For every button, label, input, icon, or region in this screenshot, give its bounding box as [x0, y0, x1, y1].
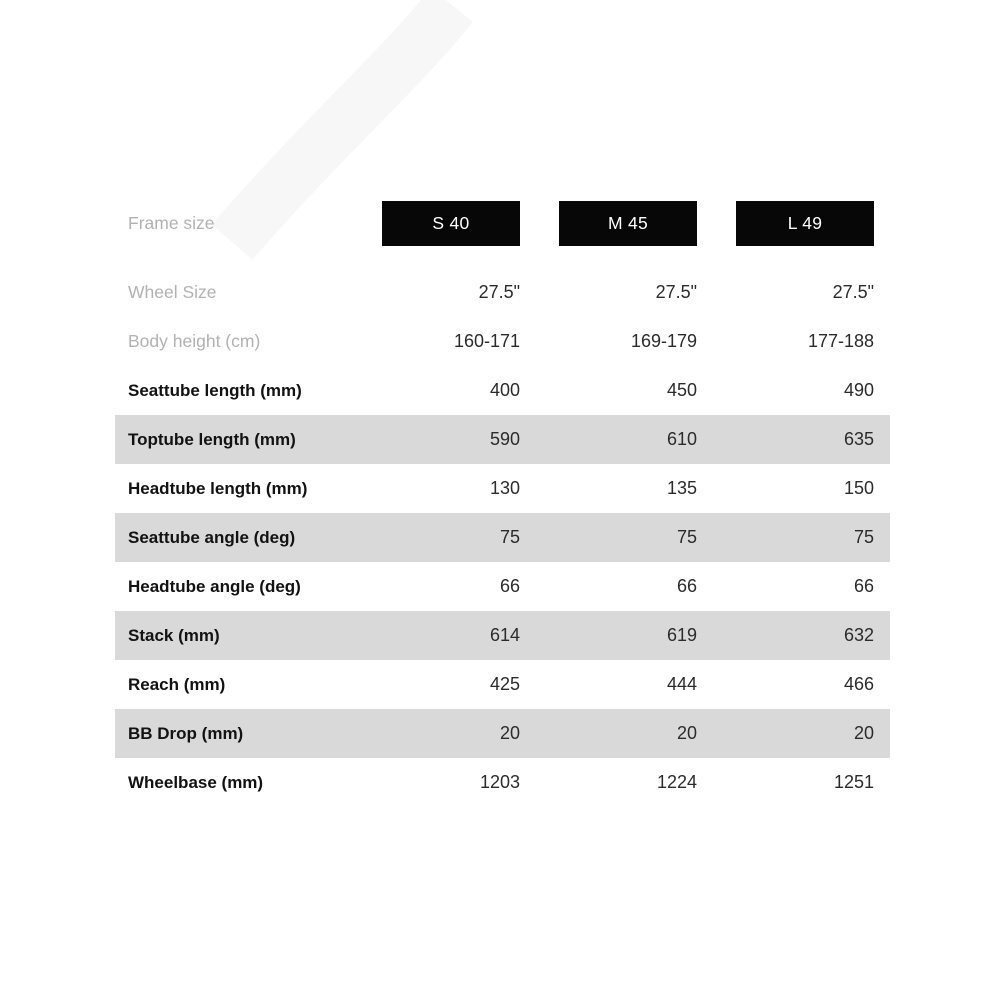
- row-value-l: 177-188: [807, 331, 874, 351]
- row-label: Wheelbase (mm): [128, 772, 264, 792]
- row-value-m: 135: [666, 478, 697, 498]
- row-value-l: 632: [843, 625, 874, 645]
- row-value-s: 160-171: [453, 331, 520, 351]
- row-value-s: 614: [489, 625, 520, 645]
- row-value-l: 66: [853, 576, 874, 596]
- row-label: Wheel Size: [128, 282, 217, 302]
- row-label: Headtube angle (deg): [128, 576, 301, 596]
- table-row-toptube-length: [115, 415, 890, 464]
- row-value-s: 27.5": [478, 282, 520, 302]
- size-badge-m: M 45: [559, 201, 697, 246]
- table-row-reach: [115, 660, 890, 709]
- row-label: Headtube length (mm): [128, 478, 308, 498]
- row-value-s: 590: [489, 429, 520, 449]
- row-value-m: 444: [666, 674, 697, 694]
- frame-size-header-row: [115, 200, 890, 247]
- row-label: Reach (mm): [128, 674, 226, 694]
- row-value-l: 466: [843, 674, 874, 694]
- table-row-stack: [115, 611, 890, 660]
- row-value-s: 425: [489, 674, 520, 694]
- table-row-headtube-length: [115, 464, 890, 513]
- table-row-wheel-size: [115, 268, 890, 317]
- row-label: Seattube angle (deg): [128, 527, 296, 547]
- row-label: Toptube length (mm): [128, 429, 296, 449]
- row-label: BB Drop (mm): [128, 723, 244, 743]
- row-label: Body height (cm): [128, 331, 261, 351]
- row-value-s: 66: [499, 576, 520, 596]
- row-value-m: 27.5": [655, 282, 697, 302]
- row-value-s: 1203: [479, 772, 520, 792]
- size-badge-l: L 49: [736, 201, 874, 246]
- table-row-seattube-length: [115, 366, 890, 415]
- row-value-s: 130: [489, 478, 520, 498]
- row-value-l: 490: [843, 380, 874, 400]
- row-value-s: 400: [489, 380, 520, 400]
- row-value-m: 450: [666, 380, 697, 400]
- row-value-m: 66: [676, 576, 697, 596]
- frame-size-label: Frame size: [128, 213, 215, 233]
- row-value-m: 20: [676, 723, 697, 743]
- row-value-m: 610: [666, 429, 697, 449]
- row-value-m: 1224: [656, 772, 697, 792]
- table-row-bb-drop: [115, 709, 890, 758]
- table-row-wheelbase: [115, 758, 890, 807]
- row-value-m: 619: [666, 625, 697, 645]
- row-value-l: 75: [853, 527, 874, 547]
- row-value-l: 20: [853, 723, 874, 743]
- row-value-l: 635: [843, 429, 874, 449]
- table-row-seattube-angle: [115, 513, 890, 562]
- row-value-s: 75: [499, 527, 520, 547]
- row-label: Seattube length (mm): [128, 380, 302, 400]
- row-value-l: 27.5": [832, 282, 874, 302]
- row-value-l: 1251: [833, 772, 874, 792]
- row-value-l: 150: [843, 478, 874, 498]
- row-value-s: 20: [499, 723, 520, 743]
- table-row-headtube-angle: [115, 562, 890, 611]
- row-label: Stack (mm): [128, 625, 220, 645]
- geometry-spec-table: [115, 200, 890, 807]
- size-badge-s: S 40: [382, 201, 520, 246]
- table-row-body-height: [115, 317, 890, 366]
- row-value-m: 75: [676, 527, 697, 547]
- row-value-m: 169-179: [630, 331, 697, 351]
